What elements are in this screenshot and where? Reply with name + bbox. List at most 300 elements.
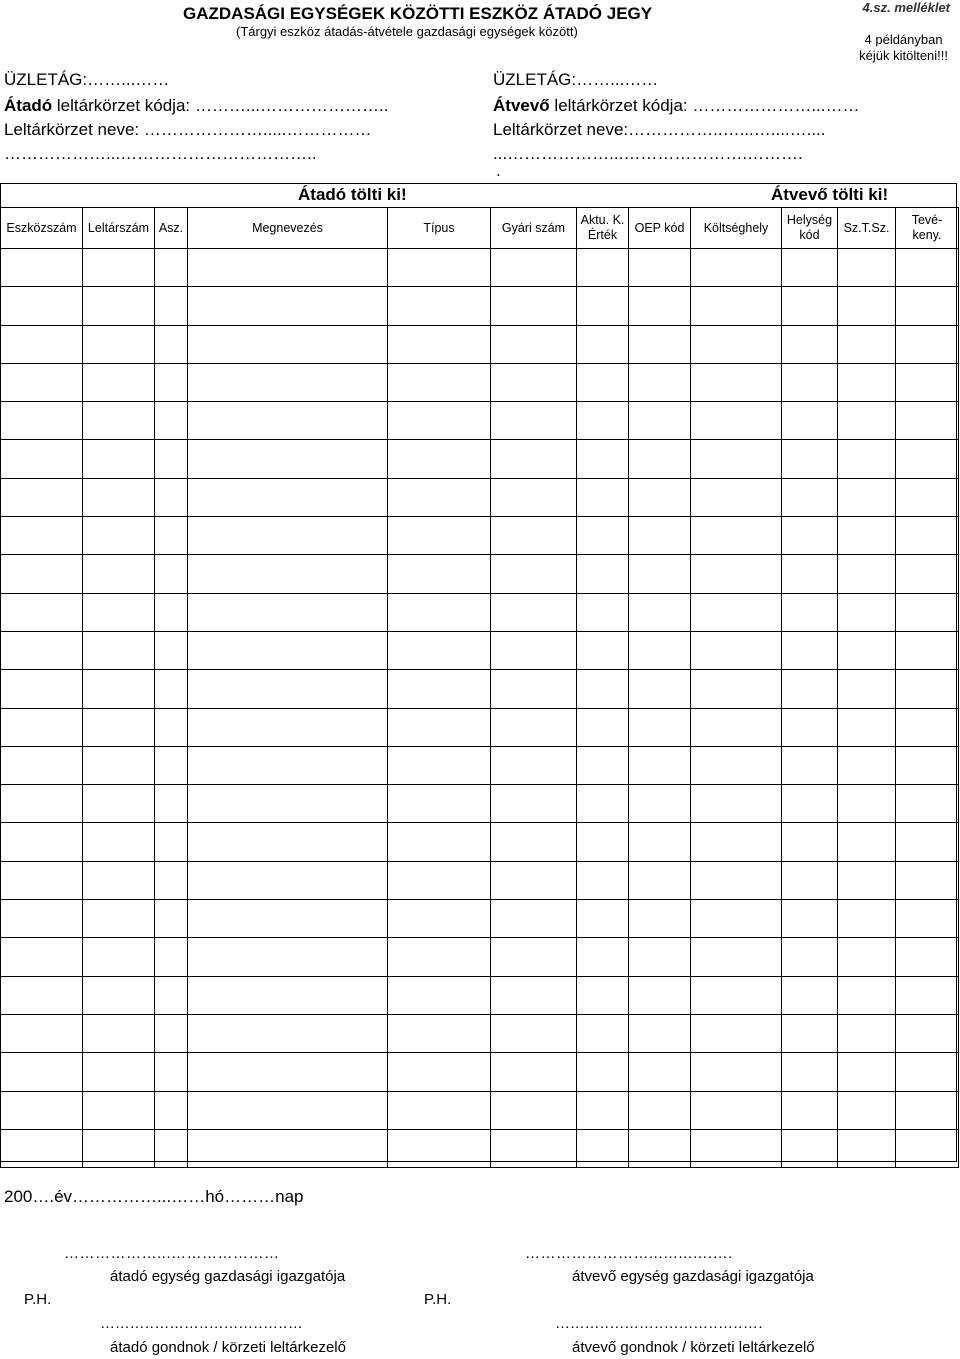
table-cell[interactable] bbox=[491, 478, 577, 516]
table-cell[interactable] bbox=[896, 363, 959, 401]
table-cell[interactable] bbox=[388, 517, 491, 555]
table-cell[interactable] bbox=[188, 785, 388, 823]
table-cell[interactable] bbox=[838, 325, 896, 363]
table-cell[interactable] bbox=[577, 363, 629, 401]
table-cell[interactable] bbox=[1, 555, 83, 593]
table-cell[interactable] bbox=[691, 708, 782, 746]
table-cell[interactable] bbox=[838, 631, 896, 669]
table-cell[interactable] bbox=[491, 402, 577, 440]
table-cell[interactable] bbox=[83, 631, 155, 669]
table-cell[interactable] bbox=[83, 976, 155, 1014]
table-cell[interactable] bbox=[491, 1129, 577, 1167]
table-cell[interactable] bbox=[1, 631, 83, 669]
table-cell[interactable] bbox=[155, 708, 188, 746]
table-cell[interactable] bbox=[83, 708, 155, 746]
table-cell[interactable] bbox=[896, 708, 959, 746]
table-cell[interactable] bbox=[691, 593, 782, 631]
table-cell[interactable] bbox=[188, 1129, 388, 1167]
table-cell[interactable] bbox=[896, 861, 959, 899]
table-cell[interactable] bbox=[691, 746, 782, 784]
table-cell[interactable] bbox=[155, 1053, 188, 1091]
table-cell[interactable] bbox=[1, 363, 83, 401]
table-cell[interactable] bbox=[388, 593, 491, 631]
table-cell[interactable] bbox=[388, 363, 491, 401]
table-cell[interactable] bbox=[155, 287, 188, 325]
table-cell[interactable] bbox=[1, 900, 83, 938]
table-cell[interactable] bbox=[188, 1091, 388, 1129]
table-cell[interactable] bbox=[491, 746, 577, 784]
table-cell[interactable] bbox=[188, 708, 388, 746]
table-cell[interactable] bbox=[838, 823, 896, 861]
table-cell[interactable] bbox=[838, 249, 896, 287]
table-cell[interactable] bbox=[629, 823, 691, 861]
table-cell[interactable] bbox=[691, 785, 782, 823]
table-cell[interactable] bbox=[188, 478, 388, 516]
col-header-leltarszam: Leltárszám bbox=[83, 208, 155, 249]
table-cell[interactable] bbox=[838, 287, 896, 325]
table-cell[interactable] bbox=[1, 440, 83, 478]
table-cell[interactable] bbox=[838, 478, 896, 516]
table-cell[interactable] bbox=[691, 249, 782, 287]
table-cell[interactable] bbox=[83, 1053, 155, 1091]
table-cell[interactable] bbox=[896, 1053, 959, 1091]
table-cell[interactable] bbox=[577, 861, 629, 899]
table-cell[interactable] bbox=[782, 631, 838, 669]
table-cell[interactable] bbox=[388, 746, 491, 784]
table-cell[interactable] bbox=[838, 1129, 896, 1167]
table-cell[interactable] bbox=[896, 938, 959, 976]
table-cell[interactable] bbox=[838, 861, 896, 899]
table-cell[interactable] bbox=[782, 900, 838, 938]
table-cell[interactable] bbox=[577, 1129, 629, 1167]
table-cell[interactable] bbox=[782, 1014, 838, 1052]
table-cell[interactable] bbox=[83, 823, 155, 861]
table-cell[interactable] bbox=[577, 1053, 629, 1091]
table-cell[interactable] bbox=[491, 900, 577, 938]
table-cell[interactable] bbox=[491, 708, 577, 746]
table-cell[interactable] bbox=[1, 746, 83, 784]
table-cell[interactable] bbox=[491, 440, 577, 478]
table-cell[interactable] bbox=[577, 478, 629, 516]
col-header-sztsz: Sz.T.Sz. bbox=[838, 208, 896, 249]
table-cell[interactable] bbox=[691, 440, 782, 478]
table-cell[interactable] bbox=[629, 363, 691, 401]
table-cell[interactable] bbox=[388, 900, 491, 938]
table-cell[interactable] bbox=[577, 746, 629, 784]
table-cell[interactable] bbox=[1, 1129, 83, 1167]
table-cell[interactable] bbox=[629, 861, 691, 899]
table-cell[interactable] bbox=[155, 938, 188, 976]
table-cell[interactable] bbox=[83, 1091, 155, 1129]
table-cell[interactable] bbox=[838, 402, 896, 440]
table-cell[interactable] bbox=[188, 938, 388, 976]
table-cell[interactable] bbox=[577, 900, 629, 938]
table-cell[interactable] bbox=[896, 631, 959, 669]
table-cell[interactable] bbox=[188, 402, 388, 440]
table-cell[interactable] bbox=[782, 555, 838, 593]
table-cell[interactable] bbox=[491, 593, 577, 631]
table-cell[interactable] bbox=[1, 249, 83, 287]
table-cell[interactable] bbox=[838, 1014, 896, 1052]
table-cell[interactable] bbox=[629, 1091, 691, 1129]
table-cell[interactable] bbox=[1, 823, 83, 861]
table-cell[interactable] bbox=[1, 976, 83, 1014]
table-cell[interactable] bbox=[1, 517, 83, 555]
table-cell[interactable] bbox=[491, 670, 577, 708]
table-cell[interactable] bbox=[155, 363, 188, 401]
table-cell[interactable] bbox=[83, 746, 155, 784]
table-cell[interactable] bbox=[491, 861, 577, 899]
table-cell[interactable] bbox=[782, 593, 838, 631]
table-cell[interactable] bbox=[838, 517, 896, 555]
table-cell[interactable] bbox=[388, 555, 491, 593]
table-cell[interactable] bbox=[629, 287, 691, 325]
table-cell[interactable] bbox=[491, 517, 577, 555]
table-cell[interactable] bbox=[188, 1053, 388, 1091]
table-cell[interactable] bbox=[629, 440, 691, 478]
table-cell[interactable] bbox=[1, 287, 83, 325]
table-cell[interactable] bbox=[83, 1014, 155, 1052]
table-cell[interactable] bbox=[691, 938, 782, 976]
table-cell[interactable] bbox=[782, 325, 838, 363]
table-cell[interactable] bbox=[896, 249, 959, 287]
table-cell[interactable] bbox=[896, 976, 959, 1014]
table-cell[interactable] bbox=[388, 785, 491, 823]
table-cell[interactable] bbox=[388, 325, 491, 363]
table-cell[interactable] bbox=[155, 1129, 188, 1167]
table-cell[interactable] bbox=[188, 823, 388, 861]
table-cell[interactable] bbox=[896, 670, 959, 708]
table-cell[interactable] bbox=[896, 593, 959, 631]
table-cell[interactable] bbox=[577, 708, 629, 746]
table-cell[interactable] bbox=[83, 440, 155, 478]
table-cell[interactable] bbox=[629, 708, 691, 746]
table-cell[interactable] bbox=[782, 287, 838, 325]
table-cell[interactable] bbox=[691, 1091, 782, 1129]
table-cell[interactable] bbox=[629, 746, 691, 784]
band-left-label: Átadó tölti ki! bbox=[298, 185, 407, 204]
table-cell[interactable] bbox=[388, 1091, 491, 1129]
table-cell[interactable] bbox=[838, 785, 896, 823]
table-cell[interactable] bbox=[83, 325, 155, 363]
table-cell[interactable] bbox=[691, 823, 782, 861]
table-cell[interactable] bbox=[188, 287, 388, 325]
table-cell[interactable] bbox=[188, 363, 388, 401]
table-cell[interactable] bbox=[1, 938, 83, 976]
table-cell[interactable] bbox=[782, 363, 838, 401]
table-cell[interactable] bbox=[83, 861, 155, 899]
table-row bbox=[1, 249, 959, 287]
table-cell[interactable] bbox=[1, 402, 83, 440]
table-cell[interactable] bbox=[388, 631, 491, 669]
table-cell[interactable] bbox=[691, 287, 782, 325]
table-cell[interactable] bbox=[577, 976, 629, 1014]
table-cell[interactable] bbox=[155, 900, 188, 938]
table-cell[interactable] bbox=[1, 670, 83, 708]
table-cell[interactable] bbox=[188, 517, 388, 555]
table-row bbox=[1, 440, 959, 478]
table-cell[interactable] bbox=[577, 287, 629, 325]
table-cell[interactable] bbox=[388, 440, 491, 478]
table-cell[interactable] bbox=[83, 555, 155, 593]
table-cell[interactable] bbox=[388, 287, 491, 325]
table-cell[interactable] bbox=[388, 938, 491, 976]
table-cell[interactable] bbox=[629, 1053, 691, 1091]
table-cell[interactable] bbox=[577, 631, 629, 669]
table-cell[interactable] bbox=[188, 249, 388, 287]
left-code-field bbox=[4, 96, 388, 116]
table-cell[interactable] bbox=[155, 249, 188, 287]
right-keeper-signature-line: …...…..…...…..…...…..…..…. bbox=[555, 1315, 764, 1332]
table-cell[interactable] bbox=[782, 402, 838, 440]
table-cell[interactable] bbox=[491, 555, 577, 593]
table-cell[interactable] bbox=[1, 593, 83, 631]
table-cell[interactable] bbox=[629, 593, 691, 631]
table-cell[interactable] bbox=[629, 249, 691, 287]
table-cell[interactable] bbox=[83, 478, 155, 516]
table-cell[interactable] bbox=[155, 976, 188, 1014]
table-cell[interactable] bbox=[691, 555, 782, 593]
right-name-field: Leltárkörzet neve:……………..…...…....….... bbox=[493, 120, 826, 139]
table-cell[interactable] bbox=[629, 900, 691, 938]
table-cell[interactable] bbox=[1, 861, 83, 899]
table-cell[interactable] bbox=[838, 708, 896, 746]
table-cell[interactable] bbox=[782, 861, 838, 899]
table-cell[interactable] bbox=[896, 517, 959, 555]
table-cell[interactable] bbox=[491, 363, 577, 401]
table-cell[interactable] bbox=[1, 785, 83, 823]
table-cell[interactable] bbox=[577, 517, 629, 555]
table-cell[interactable] bbox=[1, 708, 83, 746]
table-cell[interactable] bbox=[577, 325, 629, 363]
table-cell[interactable] bbox=[155, 593, 188, 631]
table-cell[interactable] bbox=[782, 249, 838, 287]
table-cell[interactable] bbox=[691, 517, 782, 555]
table-cell[interactable] bbox=[782, 976, 838, 1014]
table-cell[interactable] bbox=[629, 555, 691, 593]
table-cell[interactable] bbox=[629, 1129, 691, 1167]
table-cell[interactable] bbox=[691, 363, 782, 401]
table-cell[interactable] bbox=[782, 823, 838, 861]
table-cell[interactable] bbox=[691, 478, 782, 516]
table-cell[interactable] bbox=[782, 1091, 838, 1129]
table-cell[interactable] bbox=[188, 861, 388, 899]
table-cell[interactable] bbox=[782, 670, 838, 708]
table-cell[interactable] bbox=[83, 670, 155, 708]
table-cell[interactable] bbox=[155, 402, 188, 440]
table-cell[interactable] bbox=[691, 631, 782, 669]
table-cell[interactable] bbox=[782, 440, 838, 478]
table-cell[interactable] bbox=[491, 1091, 577, 1129]
table-cell[interactable] bbox=[896, 325, 959, 363]
table-cell[interactable] bbox=[896, 555, 959, 593]
table-cell[interactable] bbox=[388, 1053, 491, 1091]
table-cell[interactable] bbox=[188, 325, 388, 363]
table-cell[interactable] bbox=[577, 785, 629, 823]
table-cell[interactable] bbox=[838, 363, 896, 401]
table-cell[interactable] bbox=[388, 1129, 491, 1167]
table-cell[interactable] bbox=[577, 440, 629, 478]
table-cell[interactable] bbox=[838, 976, 896, 1014]
table-cell[interactable] bbox=[1, 1091, 83, 1129]
table-cell[interactable] bbox=[1, 478, 83, 516]
table-cell[interactable] bbox=[629, 1014, 691, 1052]
table-cell[interactable] bbox=[577, 402, 629, 440]
table-cell[interactable] bbox=[896, 900, 959, 938]
table-cell[interactable] bbox=[629, 785, 691, 823]
table-cell[interactable] bbox=[896, 823, 959, 861]
table-cell[interactable] bbox=[188, 555, 388, 593]
table-cell[interactable] bbox=[691, 976, 782, 1014]
table-cell[interactable] bbox=[838, 1053, 896, 1091]
table-cell[interactable] bbox=[838, 746, 896, 784]
table-cell[interactable] bbox=[896, 478, 959, 516]
table-cell[interactable] bbox=[155, 785, 188, 823]
table-cell[interactable] bbox=[577, 670, 629, 708]
table-cell[interactable] bbox=[1, 1053, 83, 1091]
table-cell[interactable] bbox=[188, 440, 388, 478]
table-cell[interactable] bbox=[577, 593, 629, 631]
table-cell[interactable] bbox=[388, 976, 491, 1014]
table-cell[interactable] bbox=[629, 517, 691, 555]
table-cell[interactable] bbox=[896, 746, 959, 784]
table-cell[interactable] bbox=[155, 555, 188, 593]
col-header-tevekeny: Tevé- keny. bbox=[896, 208, 959, 249]
table-cell[interactable] bbox=[691, 1129, 782, 1167]
table-cell[interactable] bbox=[782, 746, 838, 784]
table-cell[interactable] bbox=[188, 976, 388, 1014]
table-cell[interactable] bbox=[83, 938, 155, 976]
table-cell[interactable] bbox=[83, 363, 155, 401]
col-header-gyari-szam: Gyári szám bbox=[491, 208, 577, 249]
table-cell[interactable] bbox=[491, 823, 577, 861]
table-cell[interactable] bbox=[388, 1014, 491, 1052]
table-cell[interactable] bbox=[83, 785, 155, 823]
table-cell[interactable] bbox=[388, 861, 491, 899]
table-cell[interactable] bbox=[188, 631, 388, 669]
table-cell[interactable] bbox=[83, 900, 155, 938]
table-cell[interactable] bbox=[188, 593, 388, 631]
table-cell[interactable] bbox=[577, 555, 629, 593]
table-cell[interactable] bbox=[577, 249, 629, 287]
table-cell[interactable] bbox=[629, 325, 691, 363]
table-cell[interactable] bbox=[1, 325, 83, 363]
table-cell[interactable] bbox=[896, 1129, 959, 1167]
table-cell[interactable] bbox=[83, 1129, 155, 1167]
table-cell[interactable] bbox=[1, 1014, 83, 1052]
table-cell[interactable] bbox=[629, 631, 691, 669]
table-cell[interactable] bbox=[491, 938, 577, 976]
table-cell[interactable] bbox=[629, 976, 691, 1014]
table-cell[interactable] bbox=[155, 325, 188, 363]
table-cell[interactable] bbox=[491, 631, 577, 669]
table-cell[interactable] bbox=[896, 402, 959, 440]
table-cell[interactable] bbox=[188, 1014, 388, 1052]
table-cell[interactable] bbox=[388, 402, 491, 440]
table-cell[interactable] bbox=[782, 478, 838, 516]
table-cell[interactable] bbox=[491, 1053, 577, 1091]
table-cell[interactable] bbox=[629, 478, 691, 516]
table-cell[interactable] bbox=[896, 440, 959, 478]
table-cell[interactable] bbox=[896, 1091, 959, 1129]
table-cell[interactable] bbox=[491, 976, 577, 1014]
table-cell[interactable] bbox=[691, 670, 782, 708]
table-cell[interactable] bbox=[155, 823, 188, 861]
table-cell[interactable] bbox=[388, 670, 491, 708]
table-cell[interactable] bbox=[838, 938, 896, 976]
table-cell[interactable] bbox=[83, 517, 155, 555]
table-cell[interactable] bbox=[83, 402, 155, 440]
table-cell[interactable] bbox=[691, 325, 782, 363]
table-cell[interactable] bbox=[155, 861, 188, 899]
table-cell[interactable] bbox=[896, 287, 959, 325]
table-cell[interactable] bbox=[388, 478, 491, 516]
table-cell[interactable] bbox=[896, 785, 959, 823]
table-cell[interactable] bbox=[629, 670, 691, 708]
table-cell[interactable] bbox=[491, 785, 577, 823]
table-cell[interactable] bbox=[838, 440, 896, 478]
table-cell[interactable] bbox=[188, 670, 388, 708]
table-cell[interactable] bbox=[629, 938, 691, 976]
table-cell[interactable] bbox=[388, 823, 491, 861]
table-cell[interactable] bbox=[155, 517, 188, 555]
table-cell[interactable] bbox=[782, 1129, 838, 1167]
table-cell[interactable] bbox=[83, 593, 155, 631]
table-cell[interactable] bbox=[155, 440, 188, 478]
table-cell[interactable] bbox=[491, 325, 577, 363]
table-cell[interactable] bbox=[782, 517, 838, 555]
table-cell[interactable] bbox=[629, 402, 691, 440]
table-cell[interactable] bbox=[155, 670, 188, 708]
table-cell[interactable] bbox=[838, 900, 896, 938]
table-cell[interactable] bbox=[388, 708, 491, 746]
table-cell[interactable] bbox=[782, 785, 838, 823]
table-cell[interactable] bbox=[838, 593, 896, 631]
table-cell[interactable] bbox=[782, 938, 838, 976]
table-cell[interactable] bbox=[577, 823, 629, 861]
table-cell[interactable] bbox=[188, 900, 388, 938]
table-cell[interactable] bbox=[691, 900, 782, 938]
table-cell[interactable] bbox=[691, 402, 782, 440]
table-cell[interactable] bbox=[896, 1014, 959, 1052]
table-cell[interactable] bbox=[155, 1014, 188, 1052]
table-cell[interactable] bbox=[577, 938, 629, 976]
table-cell[interactable] bbox=[691, 1053, 782, 1091]
table-cell[interactable] bbox=[155, 631, 188, 669]
table-cell[interactable] bbox=[491, 1014, 577, 1052]
table-cell[interactable] bbox=[691, 1014, 782, 1052]
table-cell[interactable] bbox=[577, 1091, 629, 1129]
table-cell[interactable] bbox=[83, 287, 155, 325]
table-cell[interactable] bbox=[838, 555, 896, 593]
table-cell[interactable] bbox=[491, 249, 577, 287]
table-cell[interactable] bbox=[782, 708, 838, 746]
table-cell[interactable] bbox=[155, 746, 188, 784]
table-cell[interactable] bbox=[83, 249, 155, 287]
table-cell[interactable] bbox=[188, 746, 388, 784]
table-cell[interactable] bbox=[577, 1014, 629, 1052]
table-cell[interactable] bbox=[691, 861, 782, 899]
table-row bbox=[1, 325, 959, 363]
table-cell[interactable] bbox=[491, 287, 577, 325]
table-cell[interactable] bbox=[838, 1091, 896, 1129]
table-cell[interactable] bbox=[388, 249, 491, 287]
table-cell[interactable] bbox=[782, 1053, 838, 1091]
table-cell[interactable] bbox=[155, 1091, 188, 1129]
table-cell[interactable] bbox=[155, 478, 188, 516]
table-cell[interactable] bbox=[838, 670, 896, 708]
col-header-tipus: Típus bbox=[388, 208, 491, 249]
